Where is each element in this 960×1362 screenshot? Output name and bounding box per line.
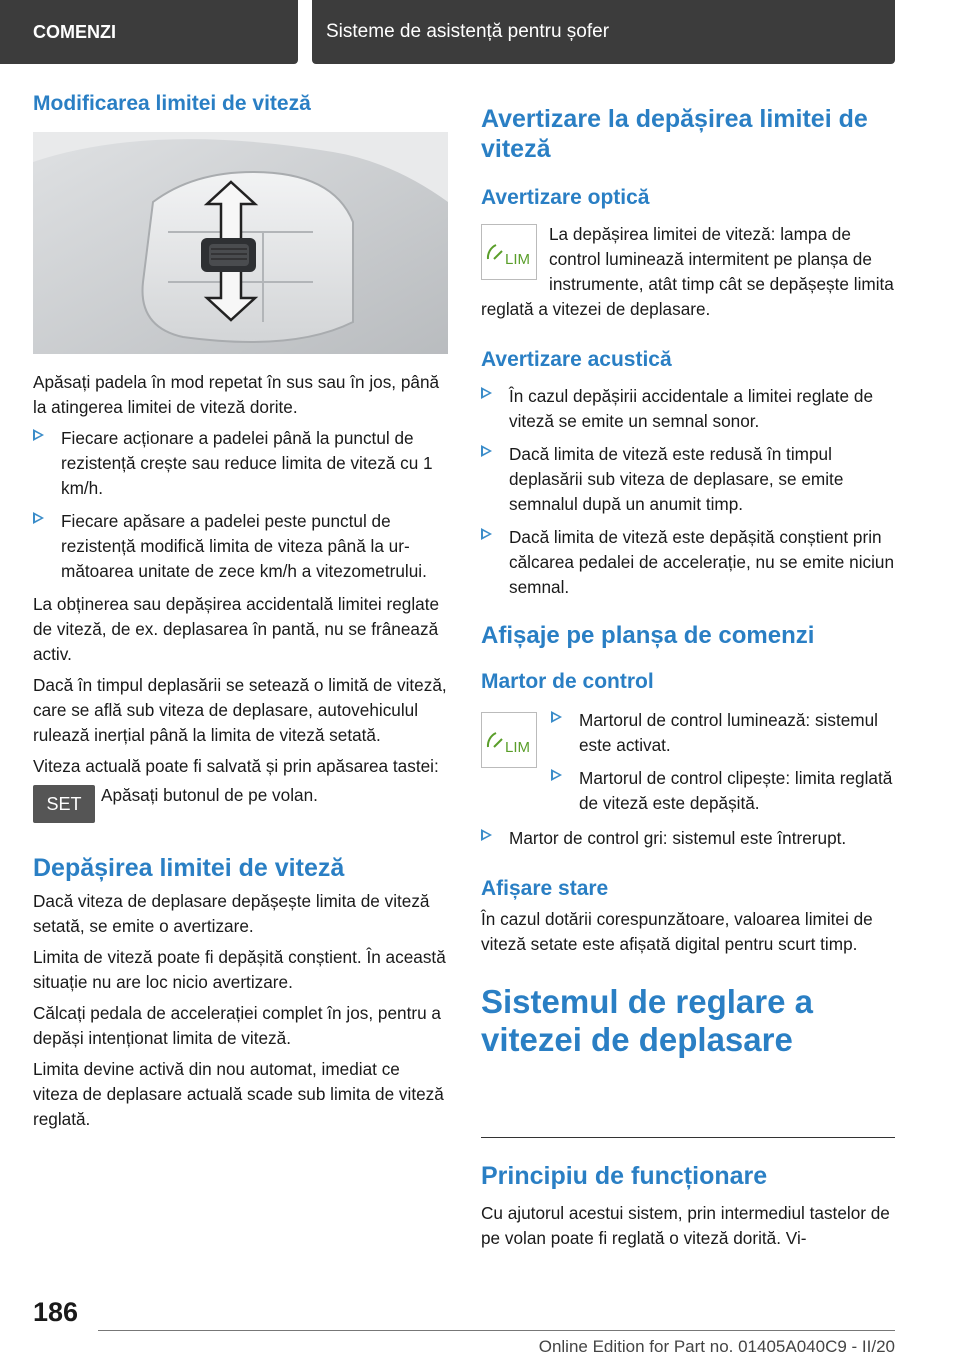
- principle-text: Cu ajutorul acestui sistem, prin intermediul tastelor de pe volan poate fi reglată o viteză dorită. Vi-: [481, 1203, 890, 1248]
- heading-operating-principle: Principiu de funcționare: [481, 1162, 768, 1190]
- set-button-text: Apăsați butonul de pe volan.: [101, 785, 318, 805]
- chapter-tab: Sisteme de asistență pentru șofer: [312, 0, 895, 64]
- intro-text: Apăsați padela în mod repetat în sus sau în jos, până la atingerea limitei de viteză dorite.: [33, 372, 440, 417]
- paragraph: Limita devine activă din nou automat, imediat ce viteza de deplasare actuală scade sub limita de viteză reglată.: [33, 1059, 444, 1129]
- bullet-triangle-icon: [481, 829, 492, 841]
- paragraph: Călcați pedala de accelerației complet în jos, pentru a depăși intenționat limita de viteză.: [33, 1003, 441, 1048]
- bullet-triangle-icon: [481, 528, 492, 540]
- svg-text:LIM: LIM: [505, 739, 531, 756]
- lim-indicator-icon: [481, 224, 537, 280]
- right-column: [481, 104, 895, 1075]
- svg-text:LIM: LIM: [505, 251, 531, 268]
- heading-speed-limit-change: Modificarea limitei de viteză: [33, 92, 311, 115]
- paragraph: Limita de viteză poate fi depășită conștient. În această situație nu are loc nicio avertizare.: [33, 947, 446, 992]
- list-item: Dacă limita de viteză este redusă în timpul deplasării sub viteza de deplasare, se emite semnalul după un anumit timp.: [481, 442, 895, 517]
- list-item: Martorul de control clipește: limita reglată de viteză este depășită.: [551, 766, 895, 816]
- heading-cluster-displays: Afișaje pe planșa de comenzi: [481, 622, 815, 649]
- optical-warning-block: [481, 222, 895, 328]
- set-button-icon: SET: [33, 785, 95, 823]
- bullet-triangle-icon: [481, 387, 492, 399]
- heading-exceed-limit: Depășirea limitei de viteză: [33, 854, 345, 882]
- footer-divider: [98, 1330, 895, 1331]
- paragraph: Viteza actuală poate fi salvată și prin apăsarea tastei:: [33, 756, 439, 776]
- section-divider: [481, 1137, 895, 1138]
- bullet-triangle-icon: [551, 769, 562, 781]
- heading-speed-limit-warning: Avertizare la depășirea limitei de viteză: [481, 105, 868, 163]
- optical-warning-text: La depășirea limitei de viteză: lampa de control luminează intermitent pe planșa de instrumente, atât timp cât se depășește limita reglată a vitezei de deplasare.: [481, 224, 894, 319]
- lim-indicator-icon: [481, 712, 537, 768]
- bullet-triangle-icon: [33, 429, 44, 441]
- bullet-triangle-icon: [481, 445, 492, 457]
- list-item: Fiecare apăsare a padelei peste punctul de rezistență modifică limita de viteza până la următoarea unitate de zece km/h a vitezometrului.: [33, 509, 448, 584]
- heading-indicator-light: Martor de control: [481, 670, 654, 693]
- page-number: 186: [33, 1297, 79, 1327]
- list-item: Dacă limita de viteză este depășită conștient prin călcarea pedalei de accelerație, nu se emite niciun semnal.: [481, 525, 895, 600]
- list-item: Fiecare acționare a padelei până la punctul de rezistență crește sau reduce limita de viteză cu 1 km/h.: [33, 426, 448, 501]
- indicator-block: [481, 708, 895, 824]
- edition-text: Online Edition for Part no. 01405A040C9 - II/20: [538, 1337, 895, 1356]
- left-column: [33, 92, 448, 1138]
- heading-optical-warning: Avertizare optică: [481, 186, 650, 209]
- list-item: Martorul de control luminează: sistemul este activat.: [551, 708, 895, 758]
- list-item: În cazul depășirii accidentale a limitei reglate de viteză se emite un semnal sonor.: [481, 384, 895, 434]
- bullet-triangle-icon: [33, 512, 44, 524]
- paragraph: Dacă în timpul deplasării se setează o limită de viteză, care se află sub viteza de deplasare, autovehiculul rulează inerțial până la limita de viteză setată.: [33, 675, 447, 745]
- heading-acoustic-warning: Avertizare acustică: [481, 348, 672, 371]
- status-text: În cazul dotării corespunzătoare, valoarea limitei de viteză setate este afișată digital pentru scurt timp.: [481, 909, 873, 954]
- paragraph: La obținerea sau depășirea accidentală limitei reglate de viteză, de ex. deplasarea în pantă, nu se frânează activ.: [33, 594, 440, 664]
- heading-cruise-control: Sistemul de reglare a vitezei de deplasare: [481, 983, 813, 1058]
- section-tab: COMENZI: [0, 0, 298, 64]
- set-button-row: [33, 785, 448, 823]
- page-header: [0, 0, 960, 66]
- paragraph: Dacă viteza de deplasare depășește limita de viteză setată, se emite o avertizare.: [33, 891, 430, 936]
- principle-section: [481, 1162, 895, 1257]
- steering-paddle-photo: [33, 132, 448, 354]
- heading-status-display: Afișare stare: [481, 877, 609, 900]
- list-item: Martor de control gri: sistemul este întrerupt.: [481, 826, 895, 851]
- bullet-triangle-icon: [551, 711, 562, 723]
- steering-wheel-illustration: [33, 132, 448, 354]
